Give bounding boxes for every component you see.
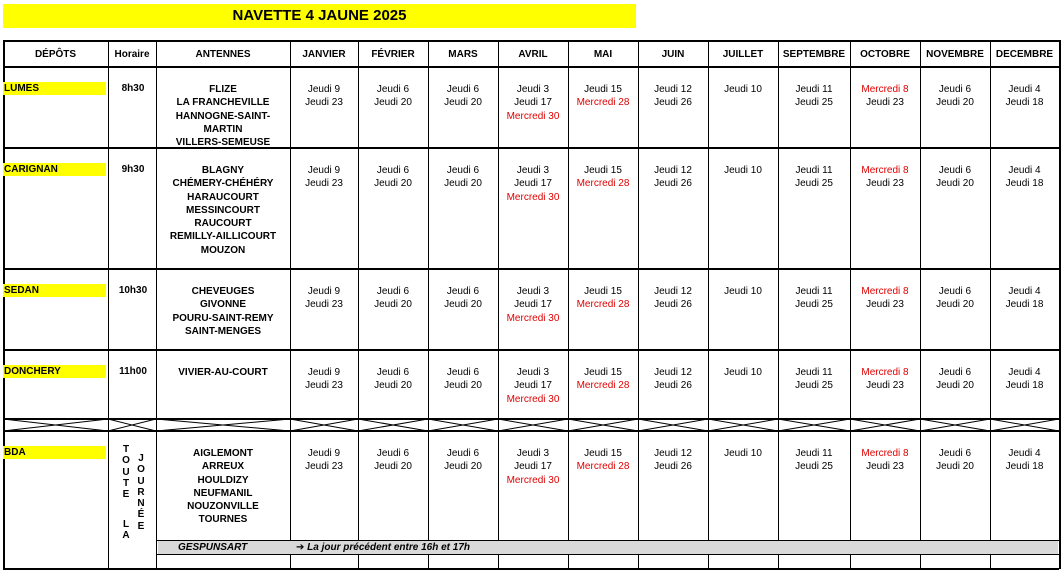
date-entry: Jeudi 17 <box>514 97 552 109</box>
horaire-vertical-letter: A <box>122 530 130 542</box>
antenne-name: CHÉMERY-CHÉHÉRY <box>172 178 274 190</box>
date-cell <box>568 164 638 191</box>
header-month: MARS <box>448 49 478 60</box>
date-entry: Jeudi 20 <box>444 97 482 109</box>
date-entry: Jeudi 26 <box>654 178 692 190</box>
date-entry: Jeudi 20 <box>444 178 482 190</box>
antenne-name: AIGLEMONT <box>193 448 253 459</box>
horaire-vertical-letter: O <box>137 464 145 476</box>
horaire-vertical-letter: U <box>137 475 145 487</box>
date-cell <box>638 447 708 474</box>
date-entry: Mercredi 28 <box>576 380 630 392</box>
date-entry: Jeudi 6 <box>446 84 480 95</box>
antenne-name: RAUCOURT <box>194 218 252 230</box>
date-entry: Jeudi 9 <box>307 165 341 176</box>
date-entry: Jeudi 11 <box>795 286 833 297</box>
date-cell <box>498 164 568 204</box>
date-entry: Jeudi 15 <box>584 165 622 176</box>
antenne-name: SAINT-MENGES <box>184 325 262 337</box>
date-cell <box>638 83 708 110</box>
date-entry: Jeudi 6 <box>376 84 410 95</box>
date-entry: Jeudi 3 <box>516 165 550 176</box>
date-entry: Jeudi 20 <box>936 461 974 473</box>
horaire-vertical-letter: N <box>137 498 145 510</box>
date-entry: Jeudi 20 <box>936 97 974 109</box>
date-entry: Jeudi 17 <box>514 299 552 311</box>
date-cell <box>778 164 850 191</box>
grid-hline <box>3 568 1059 570</box>
date-entry: Jeudi 25 <box>795 380 833 392</box>
date-cell <box>568 83 638 110</box>
date-entry: Jeudi 10 <box>724 84 762 95</box>
antenne-name: VIVIER-AU-COURT <box>178 367 268 378</box>
header-month: AVRIL <box>518 49 548 60</box>
header-month: FÉVRIER <box>371 49 415 60</box>
date-entry: Jeudi 6 <box>376 165 410 176</box>
date-cell <box>990 164 1059 191</box>
gespunsart-row <box>158 541 1058 554</box>
date-entry: Jeudi 12 <box>654 286 692 297</box>
date-entry: Jeudi 25 <box>795 299 833 311</box>
header-antennes: ANTENNES <box>195 49 251 60</box>
date-entry: Jeudi 17 <box>514 380 552 392</box>
page-title: NAVETTE 4 JAUNE 2025 <box>232 7 407 24</box>
date-entry: Jeudi 6 <box>376 367 410 378</box>
date-cell <box>290 366 358 393</box>
horaire-vertical-letter: T <box>122 477 130 489</box>
date-entry: Jeudi 6 <box>446 165 480 176</box>
horaire-value: 9h30 <box>121 164 145 175</box>
date-entry: Jeudi 4 <box>1008 448 1041 459</box>
date-cell <box>990 447 1059 474</box>
horaire-vertical-letter: L <box>122 519 130 530</box>
date-cell <box>428 285 498 312</box>
date-entry: Mercredi 30 <box>506 110 560 122</box>
antenne-name: GIVONNE <box>199 299 247 311</box>
date-cell <box>498 285 568 325</box>
date-cell <box>920 285 990 312</box>
grid-hline <box>157 554 1059 555</box>
date-entry: Jeudi 12 <box>654 367 692 378</box>
date-entry: Mercredi 30 <box>506 474 560 486</box>
grid-hline <box>3 40 1059 42</box>
antenne-name: NEUFMANIL <box>193 487 253 499</box>
date-entry: Mercredi 8 <box>861 367 909 378</box>
date-cell <box>990 83 1059 110</box>
date-entry: Jeudi 4 <box>1008 367 1041 378</box>
antennes-list <box>157 447 289 527</box>
date-entry: Jeudi 18 <box>1005 299 1044 311</box>
date-entry: Jeudi 23 <box>305 461 343 473</box>
date-entry: Jeudi 4 <box>1008 165 1041 176</box>
date-entry: Jeudi 25 <box>795 97 833 109</box>
date-cell <box>920 447 990 474</box>
antenne-name: MOUZON <box>200 244 246 256</box>
grid-vline <box>3 40 5 569</box>
date-entry: Jeudi 18 <box>1005 97 1044 109</box>
date-entry: Jeudi 9 <box>307 286 341 297</box>
date-entry: Jeudi 18 <box>1005 380 1044 392</box>
date-cell <box>638 366 708 393</box>
date-cell <box>290 164 358 191</box>
depot-label: CARIGNAN <box>3 163 106 176</box>
date-cell <box>568 366 638 393</box>
date-cell <box>850 366 920 393</box>
horaire-value: 10h30 <box>118 285 148 296</box>
date-entry: Jeudi 20 <box>936 380 974 392</box>
date-cell <box>290 447 358 474</box>
date-entry: Mercredi 8 <box>861 165 909 176</box>
header-month: JUIN <box>661 49 685 60</box>
gespunsart-label: GESPUNSART <box>178 542 248 553</box>
date-cell <box>428 164 498 191</box>
date-entry: Jeudi 23 <box>866 97 904 109</box>
date-entry: Jeudi 17 <box>514 461 552 473</box>
date-entry: Jeudi 23 <box>866 461 904 473</box>
date-cell <box>708 366 778 379</box>
date-entry: Mercredi 28 <box>576 299 630 311</box>
header-month: JANVIER <box>302 49 346 60</box>
antenne-name: MESSINCOURT <box>186 204 260 216</box>
date-entry: Jeudi 23 <box>305 299 343 311</box>
horaire-vertical-letter: E <box>137 520 145 532</box>
date-entry: Jeudi 6 <box>446 286 480 297</box>
antennes-list <box>157 83 289 149</box>
antenne-name: HOULDIZY <box>197 474 249 486</box>
date-entry: Mercredi 28 <box>576 178 630 190</box>
date-entry: Jeudi 23 <box>305 178 343 190</box>
date-entry: Jeudi 23 <box>305 97 343 109</box>
antenne-name: VILLERS-SEMEUSE <box>175 137 271 149</box>
date-cell <box>920 164 990 191</box>
date-entry: Jeudi 3 <box>516 367 550 378</box>
date-entry: Jeudi 6 <box>938 367 972 378</box>
horaire-vertical-letter: O <box>122 455 130 467</box>
date-entry: Jeudi 15 <box>584 84 622 95</box>
antenne-name: CHEVEUGES <box>191 286 255 297</box>
date-entry: Jeudi 15 <box>584 448 622 459</box>
grid-vline <box>108 40 109 569</box>
date-cell <box>778 285 850 312</box>
antennes-list <box>157 285 289 338</box>
grid-hline <box>3 349 1059 351</box>
date-entry: Jeudi 20 <box>444 461 482 473</box>
date-cell <box>778 83 850 110</box>
depot-label: DONCHERY <box>3 365 106 378</box>
antenne-name: LA FRANCHEVILLE <box>176 97 270 109</box>
horaire-vertical-word <box>120 519 132 542</box>
header-month: OCTOBRE <box>860 49 910 60</box>
date-entry: Jeudi 20 <box>374 380 412 392</box>
header-month: NOVEMBRE <box>926 49 984 60</box>
date-cell <box>850 285 920 312</box>
date-entry: Jeudi 26 <box>654 97 692 109</box>
grid-hline <box>3 66 1059 68</box>
antennes-list <box>157 164 289 257</box>
date-cell <box>290 83 358 110</box>
date-cell <box>358 164 428 191</box>
date-entry: Jeudi 25 <box>795 178 833 190</box>
header-depots: DÉPÔTS <box>34 49 77 60</box>
date-entry: Jeudi 6 <box>938 165 972 176</box>
date-entry: Jeudi 23 <box>305 380 343 392</box>
date-entry: Mercredi 8 <box>861 286 909 297</box>
date-cell <box>358 447 428 474</box>
date-entry: Jeudi 11 <box>795 367 833 378</box>
header-month: JUILLET <box>722 49 764 60</box>
date-entry: Jeudi 3 <box>516 286 550 297</box>
date-entry: Jeudi 26 <box>654 380 692 392</box>
horaire-vertical-letter: J <box>138 453 144 464</box>
date-entry: Jeudi 18 <box>1005 178 1044 190</box>
date-cell <box>850 164 920 191</box>
date-entry: Jeudi 10 <box>724 165 762 176</box>
date-entry: Jeudi 26 <box>654 461 692 473</box>
date-cell <box>428 366 498 393</box>
header-horaire: Horaire <box>114 49 150 60</box>
date-cell <box>708 164 778 177</box>
date-cell <box>920 366 990 393</box>
date-entry: Jeudi 23 <box>866 178 904 190</box>
date-entry: Jeudi 9 <box>307 367 341 378</box>
date-entry: Mercredi 8 <box>861 448 909 459</box>
antenne-name: NOUZONVILLE <box>187 501 259 513</box>
date-cell <box>778 447 850 474</box>
date-entry: Jeudi 12 <box>654 165 692 176</box>
date-entry: Jeudi 23 <box>866 380 904 392</box>
date-entry: Mercredi 28 <box>576 461 630 473</box>
antenne-name: ARREUX <box>201 461 245 473</box>
date-cell <box>708 447 778 460</box>
date-entry: Mercredi 30 <box>506 312 560 324</box>
antenne-name: REMILLY-AILLICOURT <box>169 231 277 243</box>
antenne-name: HARAUCOURT <box>187 191 259 203</box>
date-entry: Jeudi 9 <box>307 448 341 459</box>
date-entry: Jeudi 10 <box>724 367 762 378</box>
date-entry: Jeudi 20 <box>936 299 974 311</box>
date-entry: Jeudi 20 <box>374 97 412 109</box>
depot-label: LUMES <box>3 82 106 95</box>
horaire-vertical-letter: É <box>137 509 145 521</box>
date-entry: Jeudi 11 <box>795 448 833 459</box>
date-cell <box>920 83 990 110</box>
date-entry: Jeudi 15 <box>584 367 622 378</box>
header-month: DECEMBRE <box>995 49 1054 60</box>
date-entry: Jeudi 20 <box>374 178 412 190</box>
date-cell <box>358 285 428 312</box>
date-cell <box>568 285 638 312</box>
date-entry: Jeudi 23 <box>866 299 904 311</box>
horaire-vertical-word <box>135 453 147 532</box>
date-entry: Jeudi 25 <box>795 461 833 473</box>
horaire-vertical-letter: U <box>122 466 130 478</box>
date-entry: Jeudi 6 <box>376 448 410 459</box>
date-entry: Jeudi 6 <box>376 286 410 297</box>
date-entry: Jeudi 20 <box>374 299 412 311</box>
date-entry: Mercredi 30 <box>506 191 560 203</box>
date-cell <box>708 285 778 298</box>
date-entry: Jeudi 4 <box>1008 286 1041 297</box>
date-entry: Jeudi 10 <box>724 286 762 297</box>
date-cell <box>638 164 708 191</box>
date-cell <box>428 447 498 474</box>
antenne-name: POURU-SAINT-REMY <box>172 312 274 324</box>
separator-row <box>3 419 1059 431</box>
antenne-name: HANNOGNE-SAINT-MARTIN <box>175 110 271 135</box>
date-cell <box>290 285 358 312</box>
header-month: MAI <box>593 49 613 60</box>
date-entry: Jeudi 17 <box>514 178 552 190</box>
horaire-vertical-word <box>120 444 132 500</box>
grid-hline <box>3 268 1059 270</box>
date-entry: Jeudi 20 <box>374 461 412 473</box>
gespunsart-note: ➔ La jour précédent entre 16h et 17h <box>296 542 470 553</box>
date-entry: Jeudi 26 <box>654 299 692 311</box>
date-cell <box>778 366 850 393</box>
horaire-vertical-letter: E <box>122 489 130 501</box>
date-entry: Mercredi 8 <box>861 84 909 95</box>
date-cell <box>498 83 568 123</box>
date-entry: Mercredi 28 <box>576 97 630 109</box>
date-entry: Jeudi 12 <box>654 448 692 459</box>
date-entry: Jeudi 11 <box>795 84 833 95</box>
date-entry: Jeudi 18 <box>1005 461 1044 473</box>
date-entry: Jeudi 12 <box>654 84 692 95</box>
depot-label: BDA <box>3 446 106 459</box>
date-entry: Jeudi 6 <box>446 367 480 378</box>
date-entry: Jeudi 3 <box>516 84 550 95</box>
date-entry: Jeudi 11 <box>795 165 833 176</box>
date-entry: Jeudi 15 <box>584 286 622 297</box>
antenne-name: TOURNES <box>198 514 248 526</box>
header-month: SEPTEMBRE <box>782 49 846 60</box>
date-entry: Jeudi 20 <box>936 178 974 190</box>
antenne-name: BLAGNY <box>201 165 245 176</box>
date-entry: Jeudi 20 <box>444 299 482 311</box>
date-cell <box>428 83 498 110</box>
date-cell <box>990 366 1059 393</box>
date-cell <box>638 285 708 312</box>
date-cell <box>850 447 920 474</box>
date-entry: Jeudi 6 <box>446 448 480 459</box>
date-cell <box>498 366 568 406</box>
date-entry: Jeudi 6 <box>938 448 972 459</box>
date-cell <box>568 447 638 474</box>
date-cell <box>358 83 428 110</box>
depot-label: SEDAN <box>3 284 106 297</box>
date-cell <box>358 366 428 393</box>
date-entry: Jeudi 10 <box>724 448 762 459</box>
grid-vline <box>1059 40 1061 569</box>
horaire-value: 11h00 <box>119 366 147 377</box>
horaire-value: 8h30 <box>121 83 145 94</box>
date-entry: Jeudi 6 <box>938 84 972 95</box>
date-entry: Jeudi 3 <box>516 448 550 459</box>
antenne-name: FLIZE <box>209 84 237 95</box>
horaire-vertical-letter: R <box>137 486 145 498</box>
date-entry: Jeudi 9 <box>307 84 341 95</box>
date-cell <box>990 285 1059 312</box>
horaire-vertical-letter: T <box>122 444 130 455</box>
date-entry: Mercredi 30 <box>506 393 560 405</box>
date-cell <box>498 447 568 487</box>
date-cell <box>708 83 778 96</box>
antennes-list <box>157 366 289 379</box>
date-entry: Jeudi 4 <box>1008 84 1041 95</box>
date-cell <box>850 83 920 110</box>
grid-vline <box>708 40 709 569</box>
date-entry: Jeudi 20 <box>444 380 482 392</box>
date-entry: Jeudi 6 <box>938 286 972 297</box>
